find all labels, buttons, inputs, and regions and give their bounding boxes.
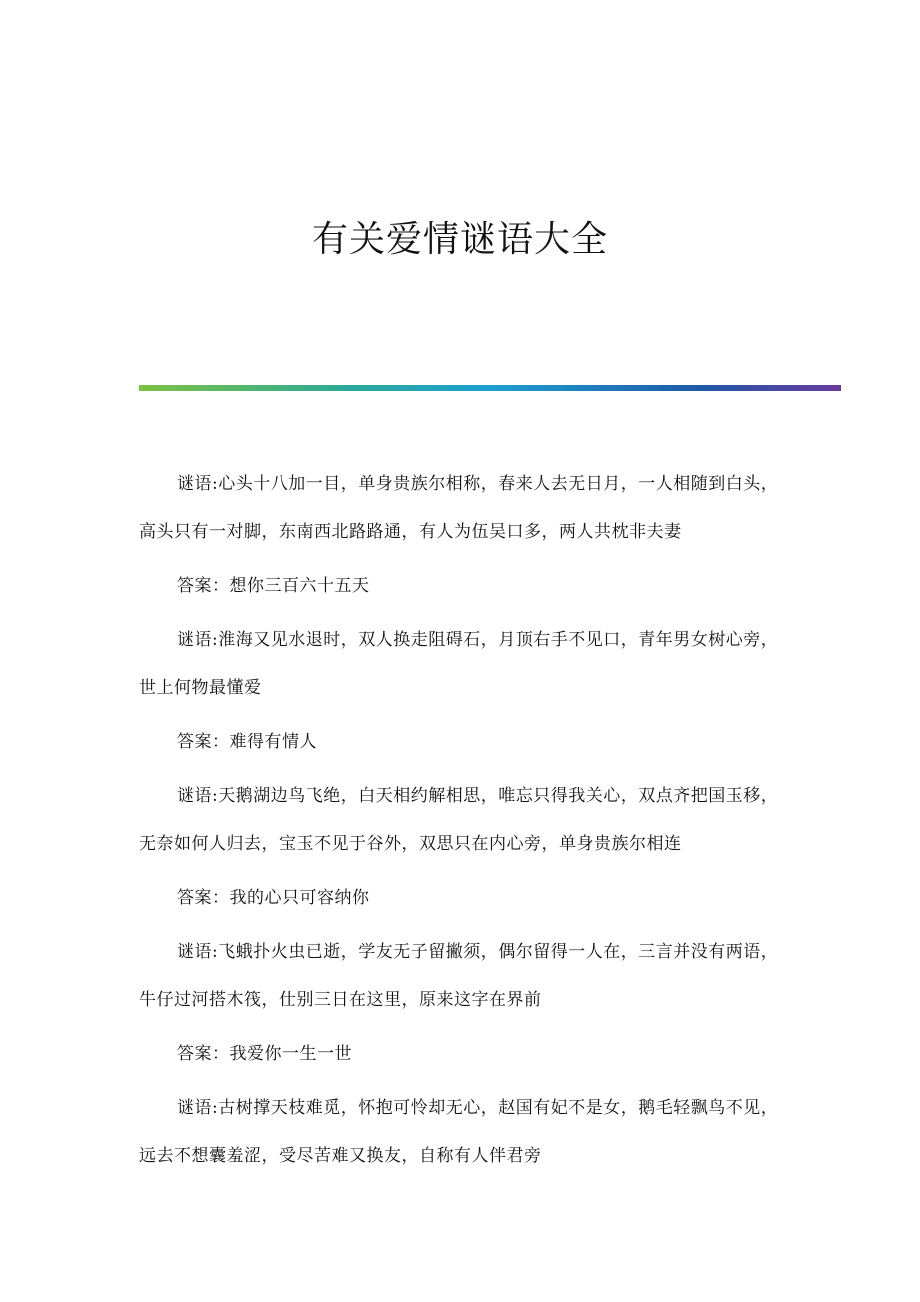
riddle-paragraph: 谜语:心头十八加一目，单身贵族尔相称，春来人去无日月，一人相随到白头，高头只有一对脚，东南西北路路通，有人为伍吴口多，两人共枕非夫妻	[139, 474, 779, 542]
document-body	[139, 460, 779, 1180]
riddle-paragraph: 谜语:古树撑天枝难觅，怀抱可怜却无心，赵国有妃不是女，鹅毛轻飘鸟不见，远去不想囊羞涩，受尽苦难又换友，自称有人伴君旁	[139, 1098, 779, 1166]
riddle-paragraph: 谜语:淮海又见水退时，双人换走阻碍石，月顶右手不见口，青年男女树心旁，世上何物最懂爱	[139, 630, 779, 698]
riddle-paragraph: 谜语:天鹅湖边鸟飞绝，白天相约解相思，唯忘只得我关心，双点齐把国玉移，无奈如何人归去，宝玉不见于谷外，双思只在内心旁，单身贵族尔相连	[139, 786, 779, 854]
answer-paragraph: 答案：我的心只可容纳你	[177, 888, 370, 908]
answer-paragraph: 答案：我爱你一生一世	[177, 1044, 352, 1064]
document-title: 有关爱情谜语大全	[311, 219, 608, 260]
gradient-divider	[139, 385, 841, 391]
riddle-paragraph: 谜语:飞蛾扑火虫已逝，学友无子留撇须，偶尔留得一人在，三言并没有两语，牛仔过河搭木筏，仕别三日在这里，原来这字在界前	[139, 942, 779, 1010]
answer-paragraph: 答案：难得有情人	[177, 732, 317, 752]
answer-paragraph: 答案：想你三百六十五天	[177, 576, 370, 596]
